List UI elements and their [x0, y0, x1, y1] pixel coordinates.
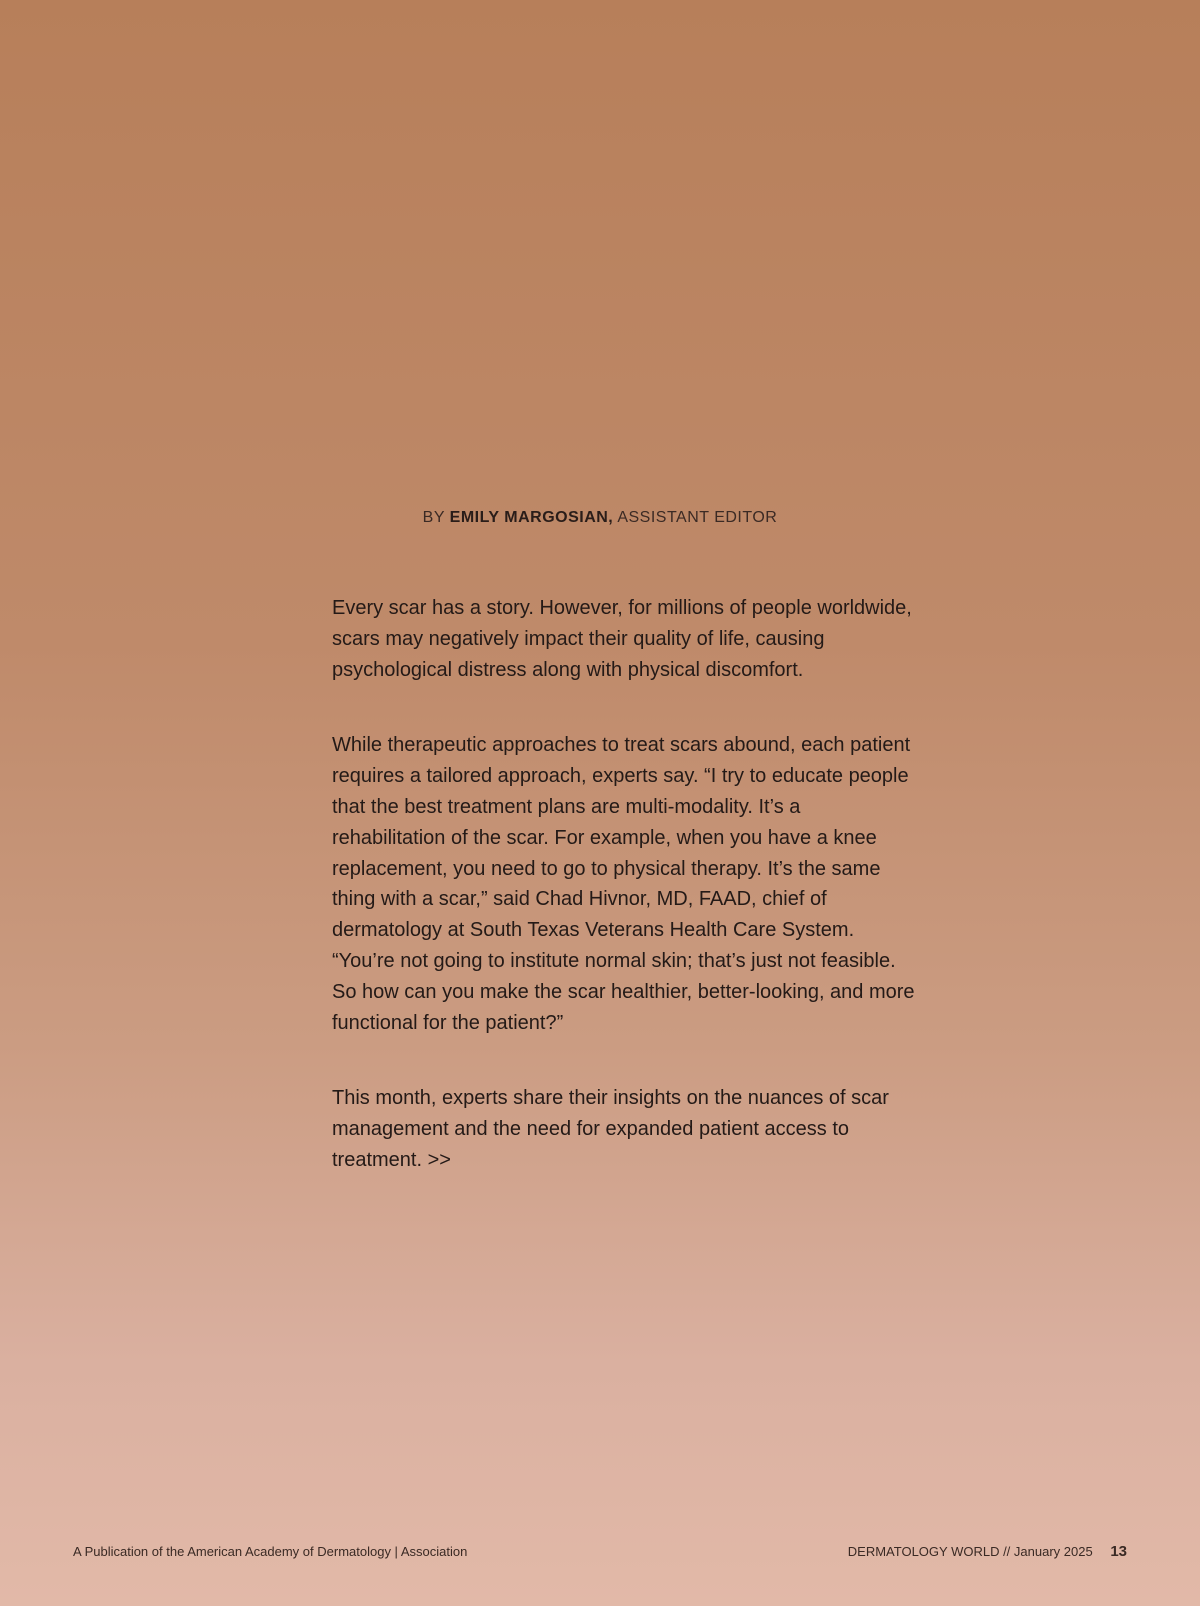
- footer-publisher: A Publication of the American Academy of Dermatology | Association: [73, 1544, 468, 1559]
- footer-issue: DERMATOLOGY WORLD // January 2025: [847, 1544, 1093, 1559]
- page-number: 13: [1110, 1543, 1127, 1560]
- article-paragraph-2: While therapeutic approaches to treat scars abound, each patient requires a tailored approach, experts say. “I try to educate people that the best treatment plans are multi-modality. It’s a rehabilitation of the scar. For example, when you have a knee replacement, you need to go to physical therapy. It’s the same thing with a scar,” said Chad Hivnor, MD, FAAD, chief of dermatology at South Texas Veterans Health Care System. “You’re not going to institute normal skin; that’s just not feasible. So how can you make the scar healthier, better-looking, and more functional for the patient?”: [332, 734, 915, 1034]
- byline-author: EMILY MARGOSIAN,: [449, 509, 614, 526]
- article-paragraph-3: This month, experts share their insights on the nuances of scar management and the need for expanded patient access to treatment. >>: [332, 1087, 889, 1171]
- hero-background: [0, 0, 1200, 480]
- byline: [0, 509, 1200, 527]
- footer-issue-info: [848, 1543, 1127, 1560]
- article-paragraph-1: Every scar has a story. However, for millions of people worldwide, scars may negatively impact their quality of life, causing psychological distress along with physical discomfort.: [332, 597, 912, 681]
- byline-prefix: BY: [422, 509, 445, 526]
- byline-role: ASSISTANT EDITOR: [617, 509, 778, 526]
- article-body: [332, 593, 917, 1221]
- page-footer: [73, 1543, 1127, 1560]
